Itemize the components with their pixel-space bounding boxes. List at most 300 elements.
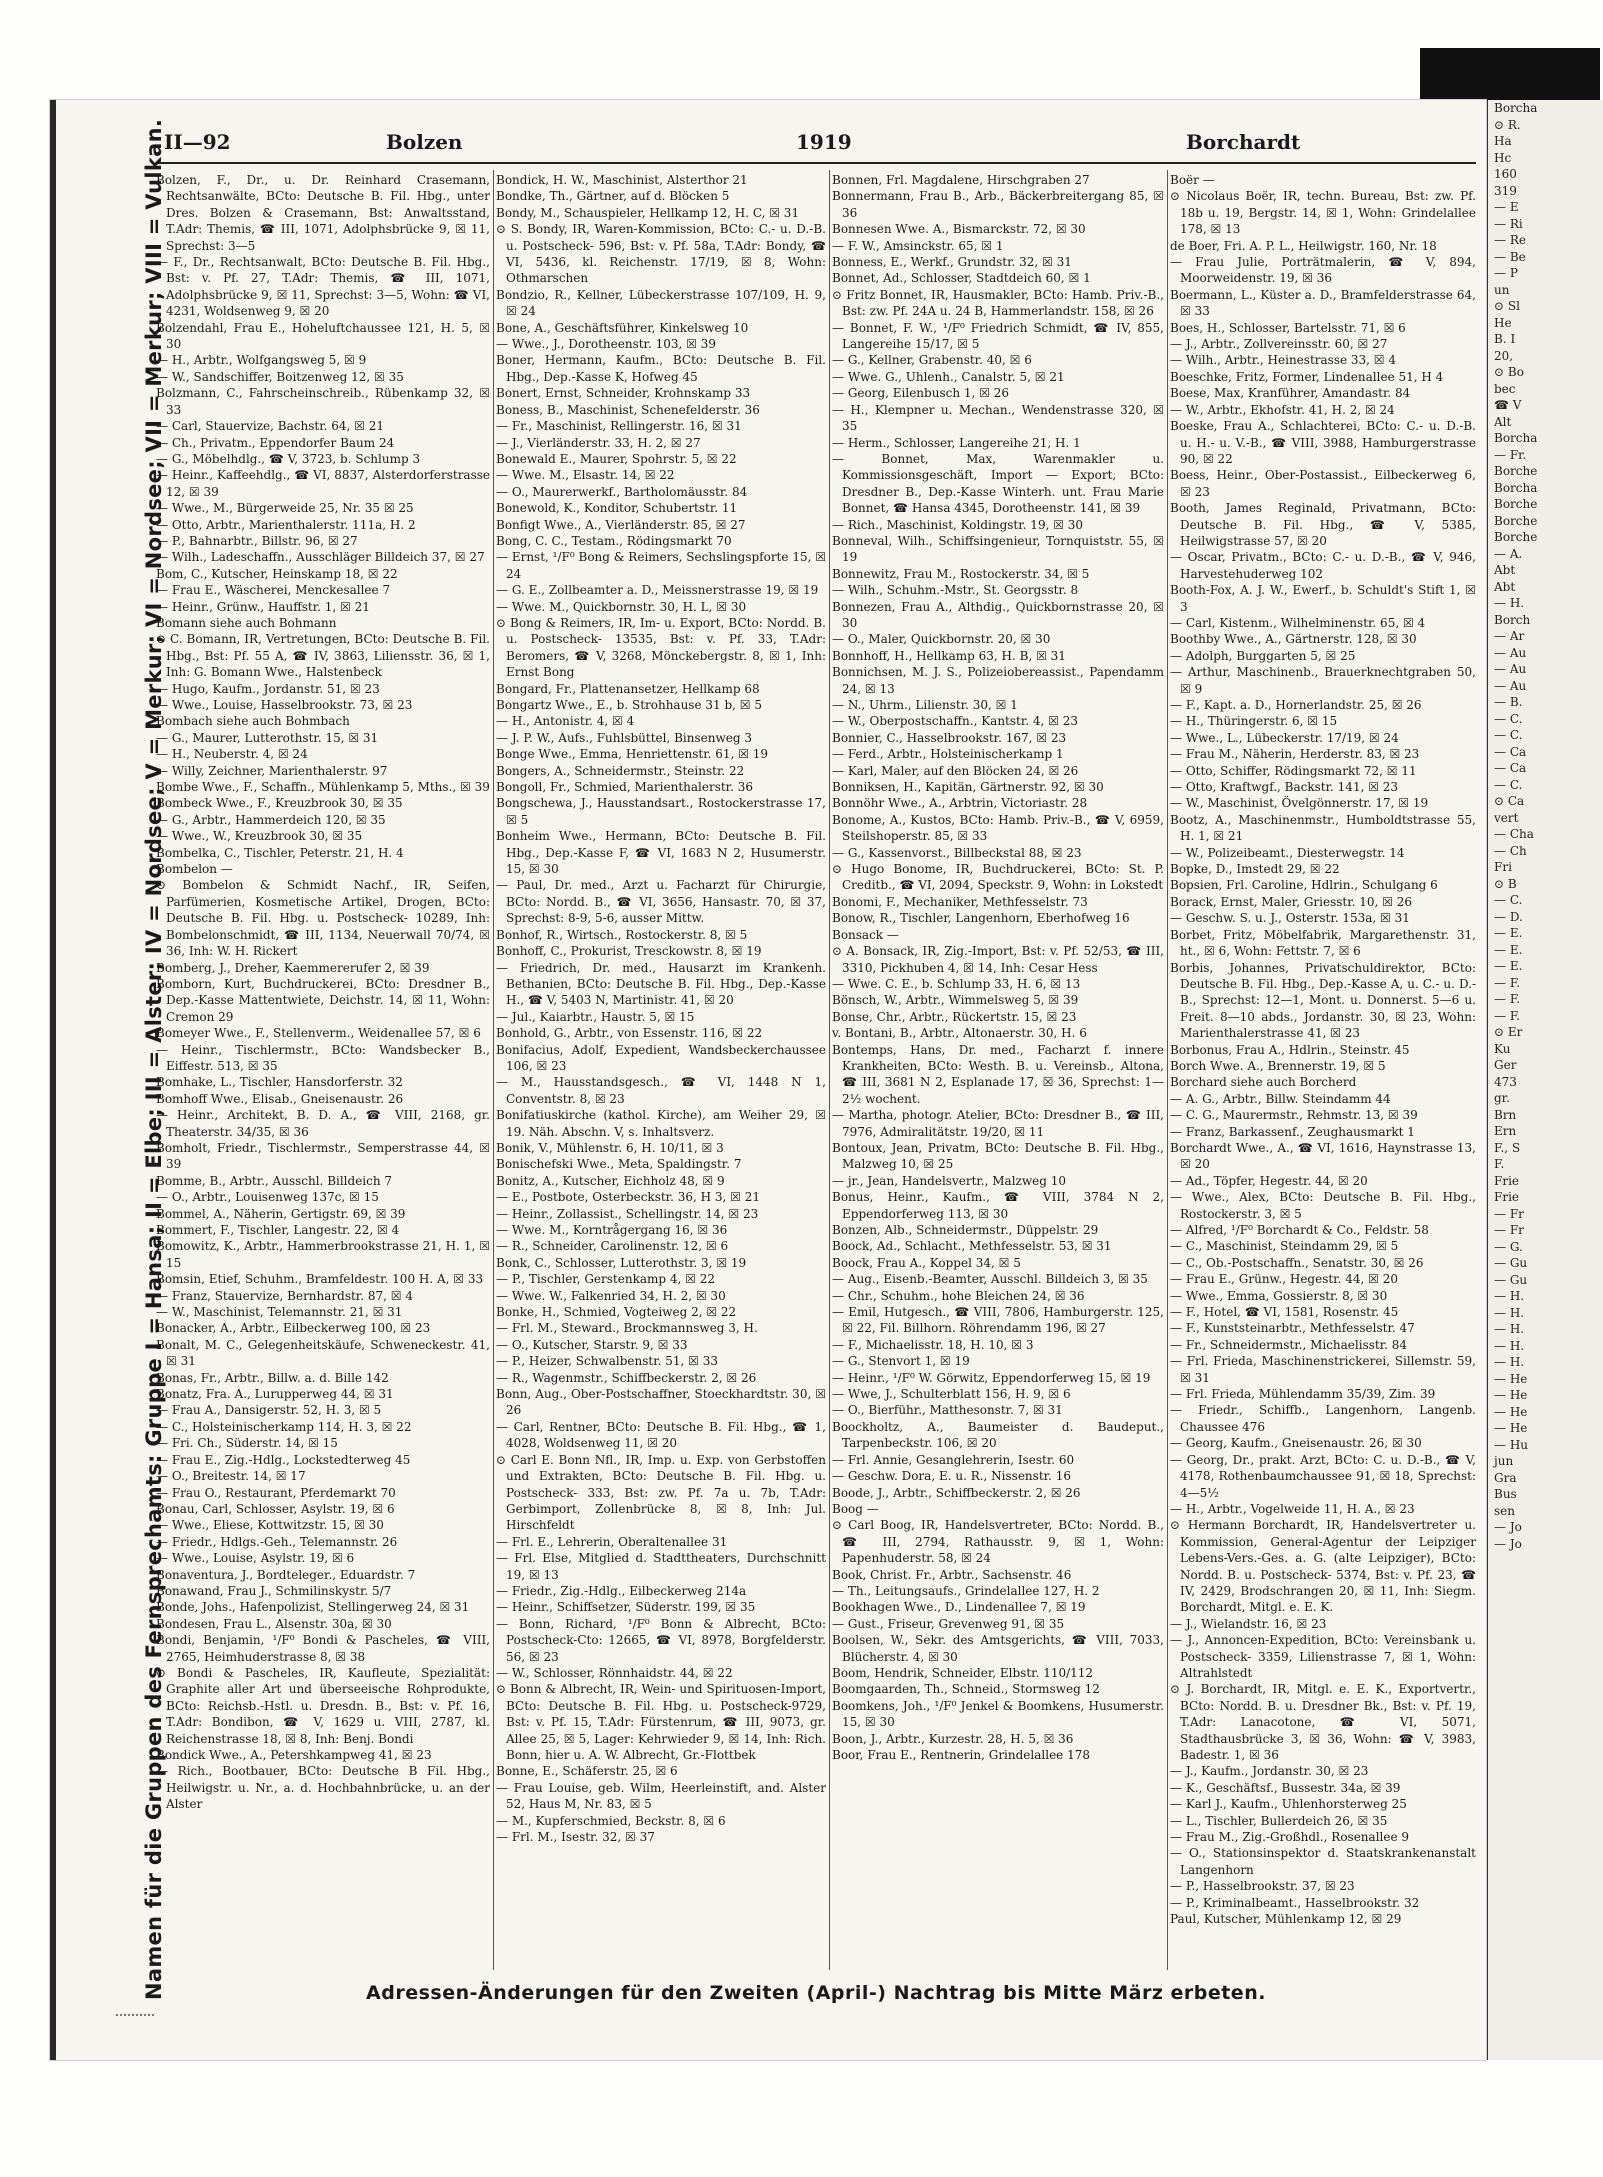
directory-entry: — Frau E., Zig.-Hdlg., Lockstedterweg 45 bbox=[156, 1452, 411, 1467]
next-page-fragment: — Ri bbox=[1494, 216, 1523, 231]
next-page-fragment: — E. bbox=[1494, 942, 1523, 957]
directory-entry: Bolzen, F., Dr., u. Dr. Reinhard Crasemann, Rechtsanwälte, BCto: Deutsche B. Fil. Hbg., unter Dres. Bolzen & Crasemann, Bst: Anwaltsstand, T.Adr: Themis, ☎ III, 1071, Adolphsbrücke 9, ☒ 11, Sprechst: 3—5 bbox=[156, 173, 490, 253]
directory-entry: — Wilh., Ladeschaffn., Ausschläger Billdeich 37, ☒ 27 bbox=[156, 550, 485, 565]
directory-entry: — Wwe., Emma, Gossierstr. 8, ☒ 30 bbox=[1170, 1288, 1388, 1303]
next-page-fragment: He bbox=[1494, 315, 1512, 330]
directory-entry: — Wwe., Louise, Asylstr. 19, ☒ 6 bbox=[156, 1551, 355, 1566]
stamp-mark bbox=[116, 2000, 154, 2016]
directory-entry: Bonne, E., Schäferstr. 25, ☒ 6 bbox=[496, 1764, 678, 1779]
directory-entry: Bong, C. C., Testam., Rödingsmarkt 70 bbox=[496, 533, 732, 548]
directory-entry: — N., Uhrm., Lilienstr. 30, ☒ 1 bbox=[832, 698, 1018, 712]
directory-entry: — Franz, Stauervize, Bernhardstr. 87, ☒ 4 bbox=[156, 1288, 413, 1303]
directory-entry: Booth, James Reginald, Privatmann, BCto: Deutsche B. Fil. Hbg., ☎ V, 5385, Heilwigstrasse 57, ☒ 20 bbox=[1170, 501, 1476, 548]
directory-entry: Bonnet, Ad., Schlosser, Stadtdeich 60, ☒ 1 bbox=[832, 271, 1091, 286]
directory-entry: — P., Hasselbrookstr. 37, ☒ 23 bbox=[1170, 1879, 1355, 1894]
directory-entry: Boeske, Frau A., Schlachterei, BCto: C.- u. D.-B. u. H.- u. V.-B., ☎ VIII, 3988, Hamburgerstrasse 90, ☒ 22 bbox=[1170, 419, 1476, 466]
directory-entry: Bönsch, W., Arbtr., Wimmelsweg 5, ☒ 39 bbox=[832, 993, 1079, 1008]
next-page-fragment: Alt bbox=[1494, 414, 1512, 429]
directory-entry: Boese, Max, Kranführer, Amandastr. 84 bbox=[1170, 386, 1411, 401]
directory-entry: Bonzen, Alb., Schneidermstr., Düppelstr. 29 bbox=[832, 1223, 1099, 1237]
next-page-fragment: — E. bbox=[1494, 959, 1523, 973]
directory-entry: Bontemps, Hans, Dr. med., Facharzt f. innere Krankheiten, BCto: Westh. B. u. Vereinsb., Altona, ☎ III, 3681 N 2, Esplanade 17, ☒ 36, Sprechst: 1—2½ wochent. bbox=[832, 1042, 1164, 1106]
directory-entry: Bondesen, Frau L., Alsenstr. 30a, ☒ 30 bbox=[156, 1616, 392, 1631]
left-guide-word: Bolzen bbox=[386, 130, 463, 154]
directory-entry: Bolzendahl, Frau E., Hoheluftchaussee 121, H. 5, ☒ 30 bbox=[156, 320, 490, 352]
directory-entry: — Chr., Schuhm., hohe Bleichen 24, ☒ 36 bbox=[832, 1288, 1085, 1303]
directory-entry: Bondick Wwe., A., Petershkampweg 41, ☒ 23 bbox=[156, 1748, 432, 1762]
directory-entry: — Heinr., Zollassist., Schellingstr. 14, ☒ 23 bbox=[496, 1206, 759, 1221]
directory-entry: — Frl. Else, Mitglied d. Stadttheaters, Durchschnitt 19, ☒ 13 bbox=[496, 1551, 826, 1582]
next-page-fragment: B. I bbox=[1494, 332, 1516, 346]
directory-entry: Bombe Wwe., F., Schaffn., Mühlenkamp 5, Mths., ☒ 39 bbox=[156, 780, 490, 795]
next-page-fragment: — H. bbox=[1494, 596, 1525, 610]
directory-entry: — P., Heizer, Schwalbenstr. 51, ☒ 33 bbox=[496, 1354, 718, 1369]
directory-entry: Bomeyer Wwe., F., Stellenverm., Weidenallee 57, ☒ 6 bbox=[156, 1026, 481, 1041]
directory-entry: — Frl. Frieda, Mühlendamm 35/39, Zim. 39 bbox=[1170, 1387, 1436, 1402]
next-page-fragment: Fri bbox=[1494, 860, 1512, 874]
directory-entry: — J., Vierländerstr. 33, H. 2, ☒ 27 bbox=[496, 435, 701, 450]
directory-entry: — F., Kunststeinarbtr., Methfesselstr. 47 bbox=[1170, 1321, 1415, 1336]
directory-entry: Bondy, M., Schauspieler, Hellkamp 12, H. C, ☒ 31 bbox=[496, 205, 800, 220]
next-page-fragment: — He bbox=[1494, 1371, 1528, 1386]
next-page-fragment: — F. bbox=[1494, 992, 1521, 1006]
directory-entry: Bontoux, Jean, Privatm, BCto: Deutsche B. Fil. Hbg., Malzweg 10, ☒ 25 bbox=[832, 1140, 1164, 1172]
directory-entry: Borack, Ernst, Maler, Griesstr. 10, ☒ 26 bbox=[1170, 894, 1413, 909]
directory-entry: Bondick, H. W., Maschinist, Alsterthor 21 bbox=[496, 173, 748, 187]
directory-entry: — H., Arbtr., Wolfgangsweg 5, ☒ 9 bbox=[156, 353, 367, 368]
directory-entry: Bonnen, Frl. Magdalene, Hirschgraben 27 bbox=[832, 173, 1090, 187]
next-page-fragment: — Cha bbox=[1494, 827, 1534, 841]
directory-entry: — Karl J., Kaufm., Uhlenhorsterweg 25 bbox=[1170, 1797, 1407, 1812]
next-page-fragment: — A. bbox=[1494, 546, 1523, 561]
directory-entry: — Ch., Privatm., Eppendorfer Baum 24 bbox=[156, 435, 395, 450]
next-page-fragment: Bus bbox=[1494, 1487, 1517, 1501]
directory-entry: Bonischefski Wwe., Meta, Spaldingstr. 7 bbox=[496, 1157, 742, 1172]
directory-entry: — Friedr., Hdlgs.-Geh., Telemannstr. 26 bbox=[156, 1534, 398, 1549]
scan-edge-shadow bbox=[1420, 48, 1600, 100]
directory-entry: — Wwe. G., Uhlenh., Canalstr. 5, ☒ 21 bbox=[832, 369, 1065, 384]
directory-entry: — Martha, photogr. Atelier, BCto: Dresdner B., ☎ III, 7976, Admiralitätstr. 19/20, ☒ 11 bbox=[832, 1108, 1164, 1139]
next-page-fragment: — Au bbox=[1494, 678, 1527, 693]
directory-entry: — R., Wagenmstr., Schiffbeckerstr. 2, ☒ 26 bbox=[496, 1370, 757, 1385]
directory-entry: Bongers, A., Schneidermstr., Steinstr. 22 bbox=[496, 763, 745, 778]
next-page-fragment: — H. bbox=[1494, 1355, 1525, 1369]
directory-entry: Bonse, Chr., Arbtr., Rückertstr. 15, ☒ 23 bbox=[832, 1009, 1077, 1024]
directory-entry: Boeschke, Fritz, Former, Lindenallee 51, H 4 bbox=[1170, 369, 1444, 384]
directory-entry: Boomkens, Joh., ¹/F⁰ Jenkel & Boomkens, Husumerstr. 15, ☒ 30 bbox=[832, 1698, 1164, 1730]
directory-entry: — Fr., Maschinist, Rellingerstr. 16, ☒ 31 bbox=[496, 419, 742, 434]
directory-entry: Bonn, Aug., Ober-Postschaffner, Stoeckhardtstr. 30, ☒ 26 bbox=[496, 1387, 826, 1418]
directory-entry: Bonfigt Wwe., A., Vierländerstr. 85, ☒ 27 bbox=[496, 517, 746, 532]
next-page-fragment: — F. bbox=[1494, 975, 1521, 990]
directory-entry: — W., Maschinist, Telemannstr. 21, ☒ 31 bbox=[156, 1305, 403, 1320]
directory-entry: Bondke, Th., Gärtner, auf d. Blöcken 5 bbox=[496, 189, 730, 204]
directory-entry: — J., Arbtr., Zollvereinsstr. 60, ☒ 27 bbox=[1170, 337, 1388, 352]
directory-entry: Bonness, E., Werkf., Grundstr. 32, ☒ 31 bbox=[832, 255, 1072, 270]
next-page-fragment: 473 bbox=[1494, 1074, 1517, 1089]
next-page-fragment: 160 bbox=[1494, 167, 1517, 181]
directory-entry: Boër — bbox=[1170, 173, 1215, 187]
next-page-fragment: — Ca bbox=[1494, 744, 1527, 759]
directory-entry: — Rich., Bootbauer, BCto: Deutsche B Fil. Hbg., Heilwigstr. u. Nr., a. d. Hochbahnbrücke, u. an der Alster bbox=[156, 1764, 490, 1812]
column-rule bbox=[829, 170, 830, 1970]
next-page-fragment: — He bbox=[1494, 1404, 1528, 1419]
directory-entry: — Otto, Arbtr., Marienthalerstr. 111a, H. 2 bbox=[156, 517, 416, 532]
directory-entry: — G., Arbtr., Hammerdeich 120, ☒ 35 bbox=[156, 812, 386, 827]
directory-entry: Boon, J., Arbtr., Kurzestr. 28, H. 5, ☒ 36 bbox=[832, 1731, 1074, 1746]
next-page-fragment: — B. bbox=[1494, 695, 1523, 709]
directory-entry: — M., Kupferschmied, Beckstr. 8, ☒ 6 bbox=[496, 1813, 726, 1828]
next-page-fragment: Ha bbox=[1494, 134, 1512, 148]
column-4 bbox=[1170, 172, 1476, 1972]
directory-entry: — Frau O., Restaurant, Pferdemarkt 70 bbox=[156, 1485, 396, 1500]
directory-entry: — Friedr., Schiffb., Langenhorn, Langenb. Chaussee 476 bbox=[1170, 1403, 1476, 1434]
directory-entry: Boor, Frau E., Rentnerin, Grindelallee 178 bbox=[832, 1748, 1090, 1762]
directory-entry: — W., Polizeibeamt., Diesterwegstr. 14 bbox=[1170, 845, 1405, 860]
next-page-fragment: ⊙ R. bbox=[1494, 117, 1521, 132]
directory-entry: — Otto, Schiffer, Rödingsmarkt 72, ☒ 11 bbox=[1170, 763, 1417, 778]
directory-entry: — Fri. Ch., Süderstr. 14, ☒ 15 bbox=[156, 1436, 338, 1451]
directory-entry: Bonnermann, Frau B., Arb., Bäckerbreitergang 85, ☒ 36 bbox=[832, 189, 1164, 220]
next-page-fragment: — He bbox=[1494, 1421, 1528, 1435]
directory-entry: — H., Neuberstr. 4, ☒ 24 bbox=[156, 747, 308, 762]
directory-entry: — O., Kutscher, Starstr. 9, ☒ 33 bbox=[496, 1337, 688, 1352]
directory-entry: — W., Sandschiffer, Boitzenweg 12, ☒ 35 bbox=[156, 369, 404, 384]
directory-entry: Boner, Hermann, Kaufm., BCto: Deutsche B. Fil. Hbg., Dep.-Kasse K, Hofweg 45 bbox=[496, 353, 826, 384]
directory-entry: — G., Kassenvorst., Billbeckstal 88, ☒ 23 bbox=[832, 845, 1082, 860]
directory-entry: — Wwe., J., Dorotheenstr. 103, ☒ 39 bbox=[496, 337, 716, 352]
directory-entry: — Wilh., Arbtr., Heinestrasse 33, ☒ 4 bbox=[1170, 353, 1396, 368]
directory-entry: Bonnewitz, Frau M., Rostockerstr. 34, ☒ 5 bbox=[832, 566, 1090, 581]
directory-entry: — F. W., Amsinckstr. 65, ☒ 1 bbox=[832, 238, 1004, 253]
directory-entry: — Geschw. S. u. J., Osterstr. 153a, ☒ 31 bbox=[1170, 911, 1410, 926]
next-page-fragment: — Ch bbox=[1494, 843, 1527, 858]
directory-entry: Bonnöhr Wwe., A., Arbtrin, Victoriastr. 28 bbox=[832, 796, 1088, 811]
directory-entry: — Frau E., Grünw., Hegestr. 44, ☒ 20 bbox=[1170, 1272, 1398, 1287]
directory-entry: — Frau Louise, geb. Wilm, Heerleinstift, and. Alster 52, Haus M, Nr. 83, ☒ 5 bbox=[496, 1780, 826, 1812]
directory-entry: Bongartz Wwe., E., b. Strohhause 31 b, ☒ 5 bbox=[496, 698, 762, 712]
next-page-fragment: — G. bbox=[1494, 1239, 1523, 1254]
next-page-fragment: Ger bbox=[1494, 1058, 1517, 1072]
directory-entry: Bommert, F., Tischler, Langestr. 22, ☒ 4 bbox=[156, 1223, 400, 1237]
directory-entry: — Wwe., Eliese, Kottwitzstr. 15, ☒ 30 bbox=[156, 1518, 384, 1533]
next-page-fragment: — Ca bbox=[1494, 761, 1527, 775]
directory-entry: — G., Maurer, Lutterothstr. 15, ☒ 31 bbox=[156, 730, 379, 745]
directory-entry: — Wwe., M., Bürgerweide 25, Nr. 35 ☒ 25 bbox=[156, 501, 414, 516]
directory-entry: v. Bontani, B., Arbtr., Altonaerstr. 30, H. 6 bbox=[832, 1026, 1087, 1041]
directory-entry: — Rich., Maschinist, Koldingstr. 19, ☒ 30 bbox=[832, 517, 1084, 532]
directory-entry: — H., Antonistr. 4, ☒ 4 bbox=[496, 714, 635, 729]
directory-entry: — Carl, Kistenm., Wilhelminenstr. 65, ☒ 4 bbox=[1170, 615, 1426, 630]
next-page-fragment: sen bbox=[1494, 1503, 1515, 1518]
directory-entry: — Willy, Zeichner, Marienthalerstr. 97 bbox=[156, 763, 388, 778]
exchange-groups-text: Namen für die Gruppen des Fernsprechamts: Gruppe I = Hansa; II = Elbe; III = Alster; IV = Nordsee; V = Merkur; VI = Nordsee; VII = Merkur; VIII = Vulkan. bbox=[142, 118, 166, 2000]
directory-entry: Boess, Heinr., Ober-Postassist., Eilbeckerweg 6, ☒ 23 bbox=[1170, 468, 1476, 499]
directory-entry: — C., Maschinist, Steindamm 29, ☒ 5 bbox=[1170, 1239, 1399, 1254]
directory-entry: Bomhake, L., Tischler, Hansdorferstr. 32 bbox=[156, 1075, 403, 1090]
next-page-fragment: Borcha bbox=[1494, 101, 1538, 115]
directory-entry: Bonhold, G., Arbtr., von Essenstr. 116, ☒ 22 bbox=[496, 1026, 763, 1041]
directory-entry: — Oscar, Privatm., BCto: C.- u. D.-B., ☎ V, 946, Harvestehuderweg 102 bbox=[1170, 550, 1476, 581]
directory-entry: — C., Holsteinischerkamp 114, H. 3, ☒ 22 bbox=[156, 1419, 412, 1434]
directory-entry: — O., Bierführ., Matthesonstr. 7, ☒ 31 bbox=[832, 1403, 1063, 1418]
directory-entry: Boode, J., Arbtr., Schiffbeckerstr. 2, ☒ 26 bbox=[832, 1485, 1081, 1500]
directory-entry: — Alfred, ¹/F⁰ Borchardt & Co., Feldstr. 58 bbox=[1170, 1223, 1429, 1237]
next-page-fragment: vert bbox=[1494, 810, 1519, 825]
directory-entry: — Frau Julie, Porträtmalerin, ☎ V, 894, Moorweidenstr. 19, ☒ 36 bbox=[1170, 255, 1476, 286]
directory-entry: — H., Thüringerstr. 6, ☒ 15 bbox=[1170, 714, 1338, 729]
directory-entry: Bonge Wwe., Emma, Henriettenstr. 61, ☒ 19 bbox=[496, 747, 769, 762]
directory-entry: — O., Arbtr., Louisenweg 137c, ☒ 15 bbox=[156, 1190, 379, 1205]
column-3 bbox=[832, 172, 1164, 1972]
page-number: II—92 bbox=[164, 130, 231, 154]
directory-entry: Bonacker, A., Arbtr., Eilbeckerweg 100, ☒ 23 bbox=[156, 1321, 431, 1336]
directory-entry: — J., Annoncen-Expedition, BCto: Vereinsbank u. Postscheck- 3359, Lilienstrasse 7, ☒ 1, Wohn: Altrahlstedt bbox=[1170, 1633, 1476, 1680]
directory-entry: Bomberg, J., Dreher, Kaemmererufer 2, ☒ 39 bbox=[156, 960, 430, 975]
directory-entry: — Wwe. C. E., b. Schlump 33, H. 6, ☒ 13 bbox=[832, 976, 1081, 991]
directory-entry: Bonow, R., Tischler, Langenhorn, Eberhofweg 16 bbox=[832, 911, 1130, 926]
next-page-fragment: jun bbox=[1494, 1454, 1514, 1468]
directory-entry: — Georg, Eilenbusch 1, ☒ 26 bbox=[832, 386, 1009, 401]
directory-entry: ⊙ S. Bondy, IR, Waren-Kommission, BCto: C.- u. D.-B. u. Postscheck- 596, Bst: v. Pf. 58a, T.Adr: Bondy, ☎ VI, 5436, kl. Reichenstr. 17/19, ☒ 8, Wohn: Othmarschen bbox=[496, 222, 826, 286]
next-page-fragment: — C. bbox=[1494, 728, 1523, 742]
directory-entry: — G., Möbelhdlg., ☎ V, 3723, b. Schlump 3 bbox=[156, 451, 421, 466]
directory-entry: — C. G., Maurermstr., Rehmstr. 13, ☒ 39 bbox=[1170, 1108, 1418, 1123]
directory-entry: Borbonus, Frau A., Hdlrin., Steinstr. 45 bbox=[1170, 1042, 1410, 1057]
directory-entry: — Heinr., Grünw., Hauffstr. 1, ☒ 21 bbox=[156, 599, 370, 614]
directory-entry: Bonnesen Wwe. A., Bismarckstr. 72, ☒ 30 bbox=[832, 222, 1086, 237]
next-page-fragment: ⊙ Bo bbox=[1494, 365, 1524, 379]
directory-entry: de Boer, Fri. A. P. L., Heilwigstr. 160, Nr. 18 bbox=[1170, 238, 1437, 253]
directory-entry: Boes, H., Schlosser, Bartelsstr. 71, ☒ 6 bbox=[1170, 320, 1406, 335]
directory-entry: — J. P. W., Aufs., Fuhlsbüttel, Binsenweg 3 bbox=[496, 730, 752, 745]
directory-entry: — Carl, Rentner, BCto: Deutsche B. Fil. Hbg., ☎ 1, 4028, Woldsenweg 11, ☒ 20 bbox=[496, 1419, 826, 1451]
directory-entry: — Heinr., Schiffsetzer, Süderstr. 199, ☒ 35 bbox=[496, 1600, 756, 1615]
directory-entry: — Bonnet, Max, Warenmakler u. Kommissionsgeschäft, Import — Export, BCto: Dresdner B., Dep.-Kasse Winterh. unt. Frau Marie Bonnet, ☎ Hansa 4345, Dorotheenstr. 141, ☒ 39 bbox=[832, 451, 1164, 516]
directory-entry: — Emil, Hutgesch., ☎ VIII, 7806, Hamburgerstr. 125, ☒ 22, Fil. Billhorn. Röhrendamm 196, ☒ 27 bbox=[832, 1305, 1164, 1336]
directory-entry: Bondzio, R., Kellner, Lübeckerstrasse 107/109, H. 9, ☒ 24 bbox=[496, 287, 826, 319]
next-page-fragment: Abt bbox=[1494, 563, 1516, 577]
next-page-fragment: F., S bbox=[1494, 1140, 1521, 1155]
directory-entry: — O., Breitestr. 14, ☒ 17 bbox=[156, 1469, 306, 1484]
directory-entry: ⊙ C. Bomann, IR, Vertretungen, BCto: Deutsche B. Fil. Hbg., Bst: Pf. 55 A, ☎ IV, 3863, Liliensstr. 36, ☒ 1, Inh: G. Bomann Wwe., Halstenbeck bbox=[156, 632, 490, 680]
directory-entry: Bonitz, A., Kutscher, Eichholz 48, ☒ 9 bbox=[496, 1173, 725, 1188]
directory-entry: — Paul, Dr. med., Arzt u. Facharzt für Chirurgie, BCto: Nordd. B., ☎ VI, 3656, Hansastr. 70, ☒ 37, Sprechst: 8-9, 5-6, ausser Mittw. bbox=[496, 878, 826, 926]
directory-entry: — Otto, Kraftwgf., Backstr. 141, ☒ 23 bbox=[1170, 780, 1399, 795]
next-page-fragment: — Fr bbox=[1494, 1223, 1524, 1237]
directory-entry: Bommel, A., Näherin, Gertigstr. 69, ☒ 39 bbox=[156, 1206, 406, 1221]
directory-entry: — W., Schlosser, Rönnhaidstr. 44, ☒ 22 bbox=[496, 1665, 733, 1680]
directory-entry: Boom, Hendrik, Schneider, Elbstr. 110/112 bbox=[832, 1665, 1094, 1680]
directory-entry: — Heinr., Architekt, B. D. A., ☎ VIII, 2168, gr. Theaterstr. 34/35, ☒ 36 bbox=[156, 1108, 490, 1139]
directory-entry: ⊙ Carl Boog, IR, Handelsvertreter, BCto: Nordd. B., ☎ III, 2794, Rathausstr. 9, ☒ 1, Wohn: Papenhuderstr. 58, ☒ 24 bbox=[832, 1518, 1164, 1566]
directory-entry: Boness, B., Maschinist, Schenefelderstr. 36 bbox=[496, 402, 760, 417]
directory-entry: — Ferd., Arbtr., Holsteinischerkamp 1 bbox=[832, 747, 1064, 762]
directory-entry: — Wwe., Louise, Hasselbrookstr. 73, ☒ 23 bbox=[156, 698, 413, 712]
column-rule bbox=[493, 170, 494, 1970]
directory-entry: — H., Arbtr., Vogelweide 11, H. A., ☒ 23 bbox=[1170, 1501, 1415, 1516]
directory-entry: — Gust., Friseur, Grevenweg 91, ☒ 35 bbox=[832, 1616, 1065, 1631]
directory-entry: — W., Arbtr., Ekhofstr. 41, H. 2, ☒ 24 bbox=[1170, 402, 1395, 417]
directory-entry: Boog — bbox=[832, 1501, 879, 1516]
next-page-fragment: — C. bbox=[1494, 777, 1523, 792]
directory-entry: Borch Wwe. A., Brennerstr. 19, ☒ 5 bbox=[1170, 1058, 1386, 1073]
directory-entry: Bopsien, Frl. Caroline, Hdlrin., Schulgang 6 bbox=[1170, 878, 1438, 893]
directory-entry: — Aug., Eisenb.-Beamter, Ausschl. Billdeich 3, ☒ 35 bbox=[832, 1272, 1148, 1287]
directory-entry: — Wwe., L., Lübeckerstr. 17/19, ☒ 24 bbox=[1170, 730, 1399, 745]
directory-entry: — F., Kapt. a. D., Hornerlandstr. 25, ☒ 26 bbox=[1170, 698, 1422, 712]
next-page-fragment: — Gu bbox=[1494, 1256, 1528, 1270]
directory-entry: Boolsen, W., Sekr. des Amtsgerichts, ☎ VIII, 7033, Blücherstr. 4, ☒ 30 bbox=[832, 1633, 1164, 1664]
directory-entry: Bonas, Fr., Arbtr., Billw. a. d. Bille 142 bbox=[156, 1370, 389, 1385]
directory-entry: — J., Kaufm., Jordanstr. 30, ☒ 23 bbox=[1170, 1764, 1369, 1779]
directory-entry: Bonatz, Fra. A., Lurupperweg 44, ☒ 31 bbox=[156, 1387, 394, 1402]
directory-entry: — P., Kriminalbeamt., Hasselbrookstr. 32 bbox=[1170, 1895, 1420, 1910]
next-page-fragment: 20, bbox=[1494, 348, 1514, 363]
column-2 bbox=[496, 172, 826, 1972]
directory-entry: Bonnichsen, M. J. S., Polizeiobereassist., Papendamm 24, ☒ 13 bbox=[832, 665, 1164, 696]
directory-entry: ⊙ Bondi & Pascheles, IR, Kaufleute, Spezialität: Graphite aller Art und überseeische Rohprodukte, BCto: Reichsb.-Hstl. u. Dresdn. B., Bst: v. Pf. 16, T.Adr: Bondibon, ☎ V, 1629 u. VIII, 2787, kl. Reichenstrasse 18, ☒ 8, Inh: Benj. Bondi bbox=[156, 1665, 490, 1746]
directory-entry: Bomsin, Etief, Schuhm., Bramfeldestr. 100 H. A, ☒ 33 bbox=[156, 1272, 484, 1287]
directory-entry: Booth-Fox, A. J. W., Ewerf., b. Schuldt's Stift 1, ☒ 3 bbox=[1170, 583, 1476, 614]
directory-entry: ⊙ Bombelon & Schmidt Nachf., IR, Seifen, Parfümerien, Kosmetische Artikel, Drogen, BCto: Deutsche B. Fil. Hbg. u. Postscheck- 10289, Inh: Bombelonschmidt, ☎ III, 1134, Neuerwall 70/74, ☒ 36, Inh: W. H. Rickert bbox=[156, 878, 490, 959]
directory-entry: — Wwe. M., Korntrågergang 16, ☒ 36 bbox=[496, 1223, 728, 1237]
next-page-fragment: — Fr bbox=[1494, 1206, 1524, 1221]
next-page-fragment: — Fr. bbox=[1494, 447, 1527, 462]
next-page-fragment: Borche bbox=[1494, 497, 1538, 511]
next-page-edge bbox=[1485, 100, 1603, 2060]
directory-entry: — Arthur, Maschinenb., Brauerknechtgraben 50, ☒ 9 bbox=[1170, 665, 1476, 696]
directory-entry: — Georg, Dr., prakt. Arzt, BCto: C. u. D.-B., ☎ V, 4178, Rothenbaumchaussee 91, ☒ 18, Sprechst: 4—5½ bbox=[1170, 1452, 1476, 1500]
directory-entry: — Th., Leitungsaufs., Grindelallee 127, H. 2 bbox=[832, 1583, 1100, 1598]
directory-entry: — Frau M., Zig.-Großhdl., Rosenallee 9 bbox=[1170, 1830, 1410, 1845]
directory-entry: — F., Dr., Rechtsanwalt, BCto: Deutsche B. Fil. Hbg., Bst: v. Pf. 27, T.Adr: Themis, ☎ III, 1071, Adolphsbrücke 9, ☒ 11, Sprechst: 3—5, Wohn: ☎ VI, 4231, Woldsenweg 9, ☒ 20 bbox=[156, 255, 490, 319]
directory-entry: — E., Postbote, Osterbeckstr. 36, H 3, ☒ 21 bbox=[496, 1190, 761, 1205]
next-page-fragment: Abt bbox=[1494, 579, 1516, 594]
next-page-fragment: F. bbox=[1494, 1157, 1505, 1171]
directory-entry: Bonheim Wwe., Hermann, BCto: Deutsche B. Fil. Hbg., Dep.-Kasse F, ☎ VI, 1683 N 2, Husumerstr. 15, ☒ 30 bbox=[496, 829, 826, 877]
directory-entry: — Wwe. M., Quickbornstr. 30, H. L, ☒ 30 bbox=[496, 599, 747, 614]
directory-entry: — W., Maschinist, Övelgönnerstr. 17, ☒ 19 bbox=[1170, 796, 1429, 811]
directory-entry: — O., Maurerwerkf., Bartholomäusstr. 84 bbox=[496, 484, 748, 499]
directory-entry: — Georg, Kaufm., Gneisenaustr. 26, ☒ 30 bbox=[1170, 1436, 1422, 1451]
directory-entry: — jr., Jean, Handelsvertr., Malzweg 10 bbox=[832, 1173, 1066, 1188]
year: 1919 bbox=[796, 130, 852, 154]
directory-entry: Boockholtz, A., Baumeister d. Baudeput., Tarpenbeckstr. 106, ☒ 20 bbox=[832, 1419, 1164, 1451]
directory-entry: — Hugo, Kaufm., Jordanstr. 51, ☒ 23 bbox=[156, 681, 380, 696]
directory-entry: — Frl. M., Isestr. 32, ☒ 37 bbox=[496, 1830, 655, 1845]
directory-entry: ⊙ Bonn & Albrecht, IR, Wein- und Spirituosen-Import, BCto: Deutsche B. Fil. Hbg. u. Postscheck-9729, Bst: v. Pf. 15, T.Adr: Fürstenrum, ☎ III, 9073, gr. Allee 25, ☒ 5, Lager: Kehrwieder 9, ☒ 14, Inh: Rich. Bonn, hier u. A. W. Albrecht, Gr.-Flottbek bbox=[496, 1682, 826, 1762]
directory-entry: Borbet, Fritz, Möbelfabrik, Margarethenstr. 31, ht., ☒ 6, Wohn: Fettstr. 7, ☒ 6 bbox=[1170, 927, 1476, 959]
directory-entry: — W., Oberpostschaffn., Kantstr. 4, ☒ 23 bbox=[832, 714, 1078, 729]
next-page-fragment: — H. bbox=[1494, 1338, 1525, 1353]
directory-entry: — Geschw. Dora, E. u. R., Nissenstr. 16 bbox=[832, 1469, 1071, 1484]
directory-entry: — K., Geschäftsf., Bussestr. 34a, ☒ 39 bbox=[1170, 1780, 1401, 1795]
directory-entry: Paul, Kutscher, Mühlenkamp 12, ☒ 29 bbox=[1170, 1912, 1402, 1927]
directory-entry: — A. G., Arbtr., Billw. Steindamm 44 bbox=[1170, 1091, 1391, 1106]
next-page-fragment: Borche bbox=[1494, 513, 1538, 528]
directory-entry: — Friedr., Zig.-Hdlg., Eilbeckerweg 214a bbox=[496, 1583, 747, 1598]
next-page-fragment: Ern bbox=[1494, 1124, 1517, 1138]
directory-entry: Boock, Frau A., Koppel 34, ☒ 5 bbox=[832, 1255, 1021, 1270]
directory-entry: Bomholt, Friedr., Tischlermstr., Semperstrasse 44, ☒ 39 bbox=[156, 1140, 490, 1172]
directory-entry: Bonalt, M. C., Gelegenheitskäufe, Schweneckestr. 41, ☒ 31 bbox=[156, 1337, 490, 1369]
directory-entry: Bongschewa, J., Hausstandsart., Rostockerstrasse 17, ☒ 5 bbox=[496, 796, 826, 827]
directory-entry: Bombach siehe auch Bohmbach bbox=[156, 714, 350, 729]
directory-entry: — Carl, Stauervize, Bachstr. 64, ☒ 21 bbox=[156, 419, 384, 434]
directory-entry: Bombelon — bbox=[156, 862, 233, 877]
directory-entry: Bonomi, F., Mechaniker, Methfesselstr. 73 bbox=[832, 894, 1088, 909]
directory-entry: — P., Tischler, Gerstenkamp 4, ☒ 22 bbox=[496, 1272, 715, 1287]
directory-entry: — J., Wielandstr. 16, ☒ 23 bbox=[1170, 1616, 1327, 1631]
directory-entry: Boothby Wwe., A., Gärtnerstr. 128, ☒ 30 bbox=[1170, 632, 1417, 647]
next-page-fragment: Gra bbox=[1494, 1470, 1517, 1485]
directory-entry: — Jul., Kaiarbtr., Haustr. 5, ☒ 15 bbox=[496, 1009, 695, 1024]
directory-entry: — Heinr., Kaffeehdlg., ☎ VI, 8837, Alsterdorferstrasse 12, ☒ 39 bbox=[156, 468, 490, 499]
directory-entry: — Wwe., W., Kreuzbrook 30, ☒ 35 bbox=[156, 829, 363, 844]
directory-entry: — Heinr., Tischlermstr., BCto: Wandsbecker B., Eiffestr. 513, ☒ 35 bbox=[156, 1042, 490, 1073]
directory-entry: Borchard siehe auch Borcherd bbox=[1170, 1075, 1357, 1090]
directory-entry: — F., Hotel, ☎ VI, 1581, Rosenstr. 45 bbox=[1170, 1305, 1399, 1320]
directory-entry: Bomborn, Kurt, Buchdruckerei, BCto: Dresdner B., Dep.-Kasse Mattentwiete, Deichstr. 14, ☒ 11, Wohn: Cremon 29 bbox=[156, 976, 490, 1024]
next-page-fragment: — Ar bbox=[1494, 629, 1525, 643]
page-header bbox=[156, 122, 1476, 164]
directory-entry: — Frau A., Dansigerstr. 52, H. 3, ☒ 5 bbox=[156, 1403, 382, 1418]
directory-entry: — O., Maler, Quickbornstr. 20, ☒ 30 bbox=[832, 632, 1051, 647]
next-page-fragment: ⊙ Er bbox=[1494, 1025, 1523, 1039]
directory-entry: Bombelka, C., Tischler, Peterstr. 21, H. 4 bbox=[156, 845, 404, 860]
directory-entry: — Adolph, Burggarten 5, ☒ 25 bbox=[1170, 648, 1356, 663]
directory-entry: Bonhof, R., Wirtsch., Rostockerstr. 8, ☒ 5 bbox=[496, 927, 748, 942]
directory-entry: — H., Klempner u. Mechan., Wendenstrasse 320, ☒ 35 bbox=[832, 402, 1164, 434]
directory-entry: — Ernst, ¹/F⁰ Bong & Reimers, Sechslingspforte 15, ☒ 24 bbox=[496, 550, 826, 581]
next-page-fragment: Frie bbox=[1494, 1173, 1520, 1188]
directory-entry: Book, Christ. Fr., Arbtr., Sachsenstr. 46 bbox=[832, 1567, 1072, 1582]
next-page-fragment: ⊙ Ca bbox=[1494, 794, 1525, 808]
right-guide-word: Borchardt bbox=[1186, 130, 1301, 154]
directory-entry: — Frl. E., Lehrerin, Oberaltenallee 31 bbox=[496, 1534, 728, 1549]
next-page-fragment: — Jo bbox=[1494, 1520, 1522, 1534]
directory-entry: — Frau E., Wäscherei, Menckesallee 7 bbox=[156, 583, 391, 598]
directory-entry: Boock, Ad., Schlacht., Methfesselstr. 53, ☒ 31 bbox=[832, 1239, 1112, 1254]
next-page-fragment: — E. bbox=[1494, 926, 1523, 940]
directory-entry: Bolzmann, C., Fahrscheinschreib., Rübenkamp 32, ☒ 33 bbox=[156, 386, 490, 417]
directory-entry: — Ad., Töpfer, Hegestr. 44, ☒ 20 bbox=[1170, 1173, 1368, 1188]
next-page-fragment: Borche bbox=[1494, 464, 1538, 478]
next-page-fragment: gr. bbox=[1494, 1091, 1510, 1105]
directory-entry: — L., Tischler, Bullerdeich 26, ☒ 35 bbox=[1170, 1813, 1388, 1828]
directory-entry: — G., Stenvort 1, ☒ 19 bbox=[832, 1354, 970, 1369]
directory-entry: Bonneval, Wilh., Schiffsingenieur, Tornquiststr. 55, ☒ 19 bbox=[832, 533, 1164, 565]
directory-entry: Boomgaarden, Th., Schneid., Stormsweg 12 bbox=[832, 1682, 1100, 1697]
directory-entry: — G., Kellner, Grabenstr. 40, ☒ 6 bbox=[832, 353, 1032, 368]
directory-entry: Bookhagen Wwe., D., Lindenallee 7, ☒ 19 bbox=[832, 1600, 1086, 1615]
next-page-fragment: Brn bbox=[1494, 1107, 1517, 1122]
directory-entry: ⊙ Carl E. Bonn Nfl., IR, Imp. u. Exp. von Gerbstoffen und Extrakten, BCto: Deutsche B. Fil. Hbg. u. Postscheck- 333, Bst: zw. Pf. 7a u. 7b, T.Adr: Gerbimport, Zollenbrücke 8, ☒ 8, Inh: Jul. Hirschfeldt bbox=[496, 1452, 826, 1533]
directory-entry: ⊙ Nicolaus Boër, IR, techn. Bureau, Bst: zw. Pf. 18b u. 19, Bergstr. 14, ☒ 1, Wohn: Grindelallee 178, ☒ 13 bbox=[1170, 189, 1476, 237]
directory-entry: — Frl. M., Steward., Brockmannsweg 3, H. bbox=[496, 1321, 758, 1336]
directory-entry: Bonke, H., Schmied, Vogteiweg 2, ☒ 22 bbox=[496, 1305, 737, 1320]
directory-entry: — G. E., Zollbeamter a. D., Meissnerstrasse 19, ☒ 19 bbox=[496, 583, 819, 598]
next-page-fragment: Borcha bbox=[1494, 431, 1538, 445]
directory-entry: — R., Schneider, Carolinenstr. 12, ☒ 6 bbox=[496, 1239, 729, 1254]
next-page-fragment: ⊙ Sl bbox=[1494, 299, 1520, 313]
directory-entry: Bomowitz, K., Arbtr., Hammerbrookstrasse 21, H. 1, ☒ 15 bbox=[156, 1239, 490, 1270]
directory-entry: Bone, A., Geschäftsführer, Kinkelsweg 10 bbox=[496, 320, 749, 335]
directory-entry: Bonaventura, J., Bordteleger., Eduardstr. 7 bbox=[156, 1567, 416, 1582]
directory-entry: — Wwe. W., Falkenried 34, H. 2, ☒ 30 bbox=[496, 1288, 726, 1303]
directory-entry: — Franz, Barkassenf., Zeughausmarkt 1 bbox=[1170, 1124, 1415, 1139]
